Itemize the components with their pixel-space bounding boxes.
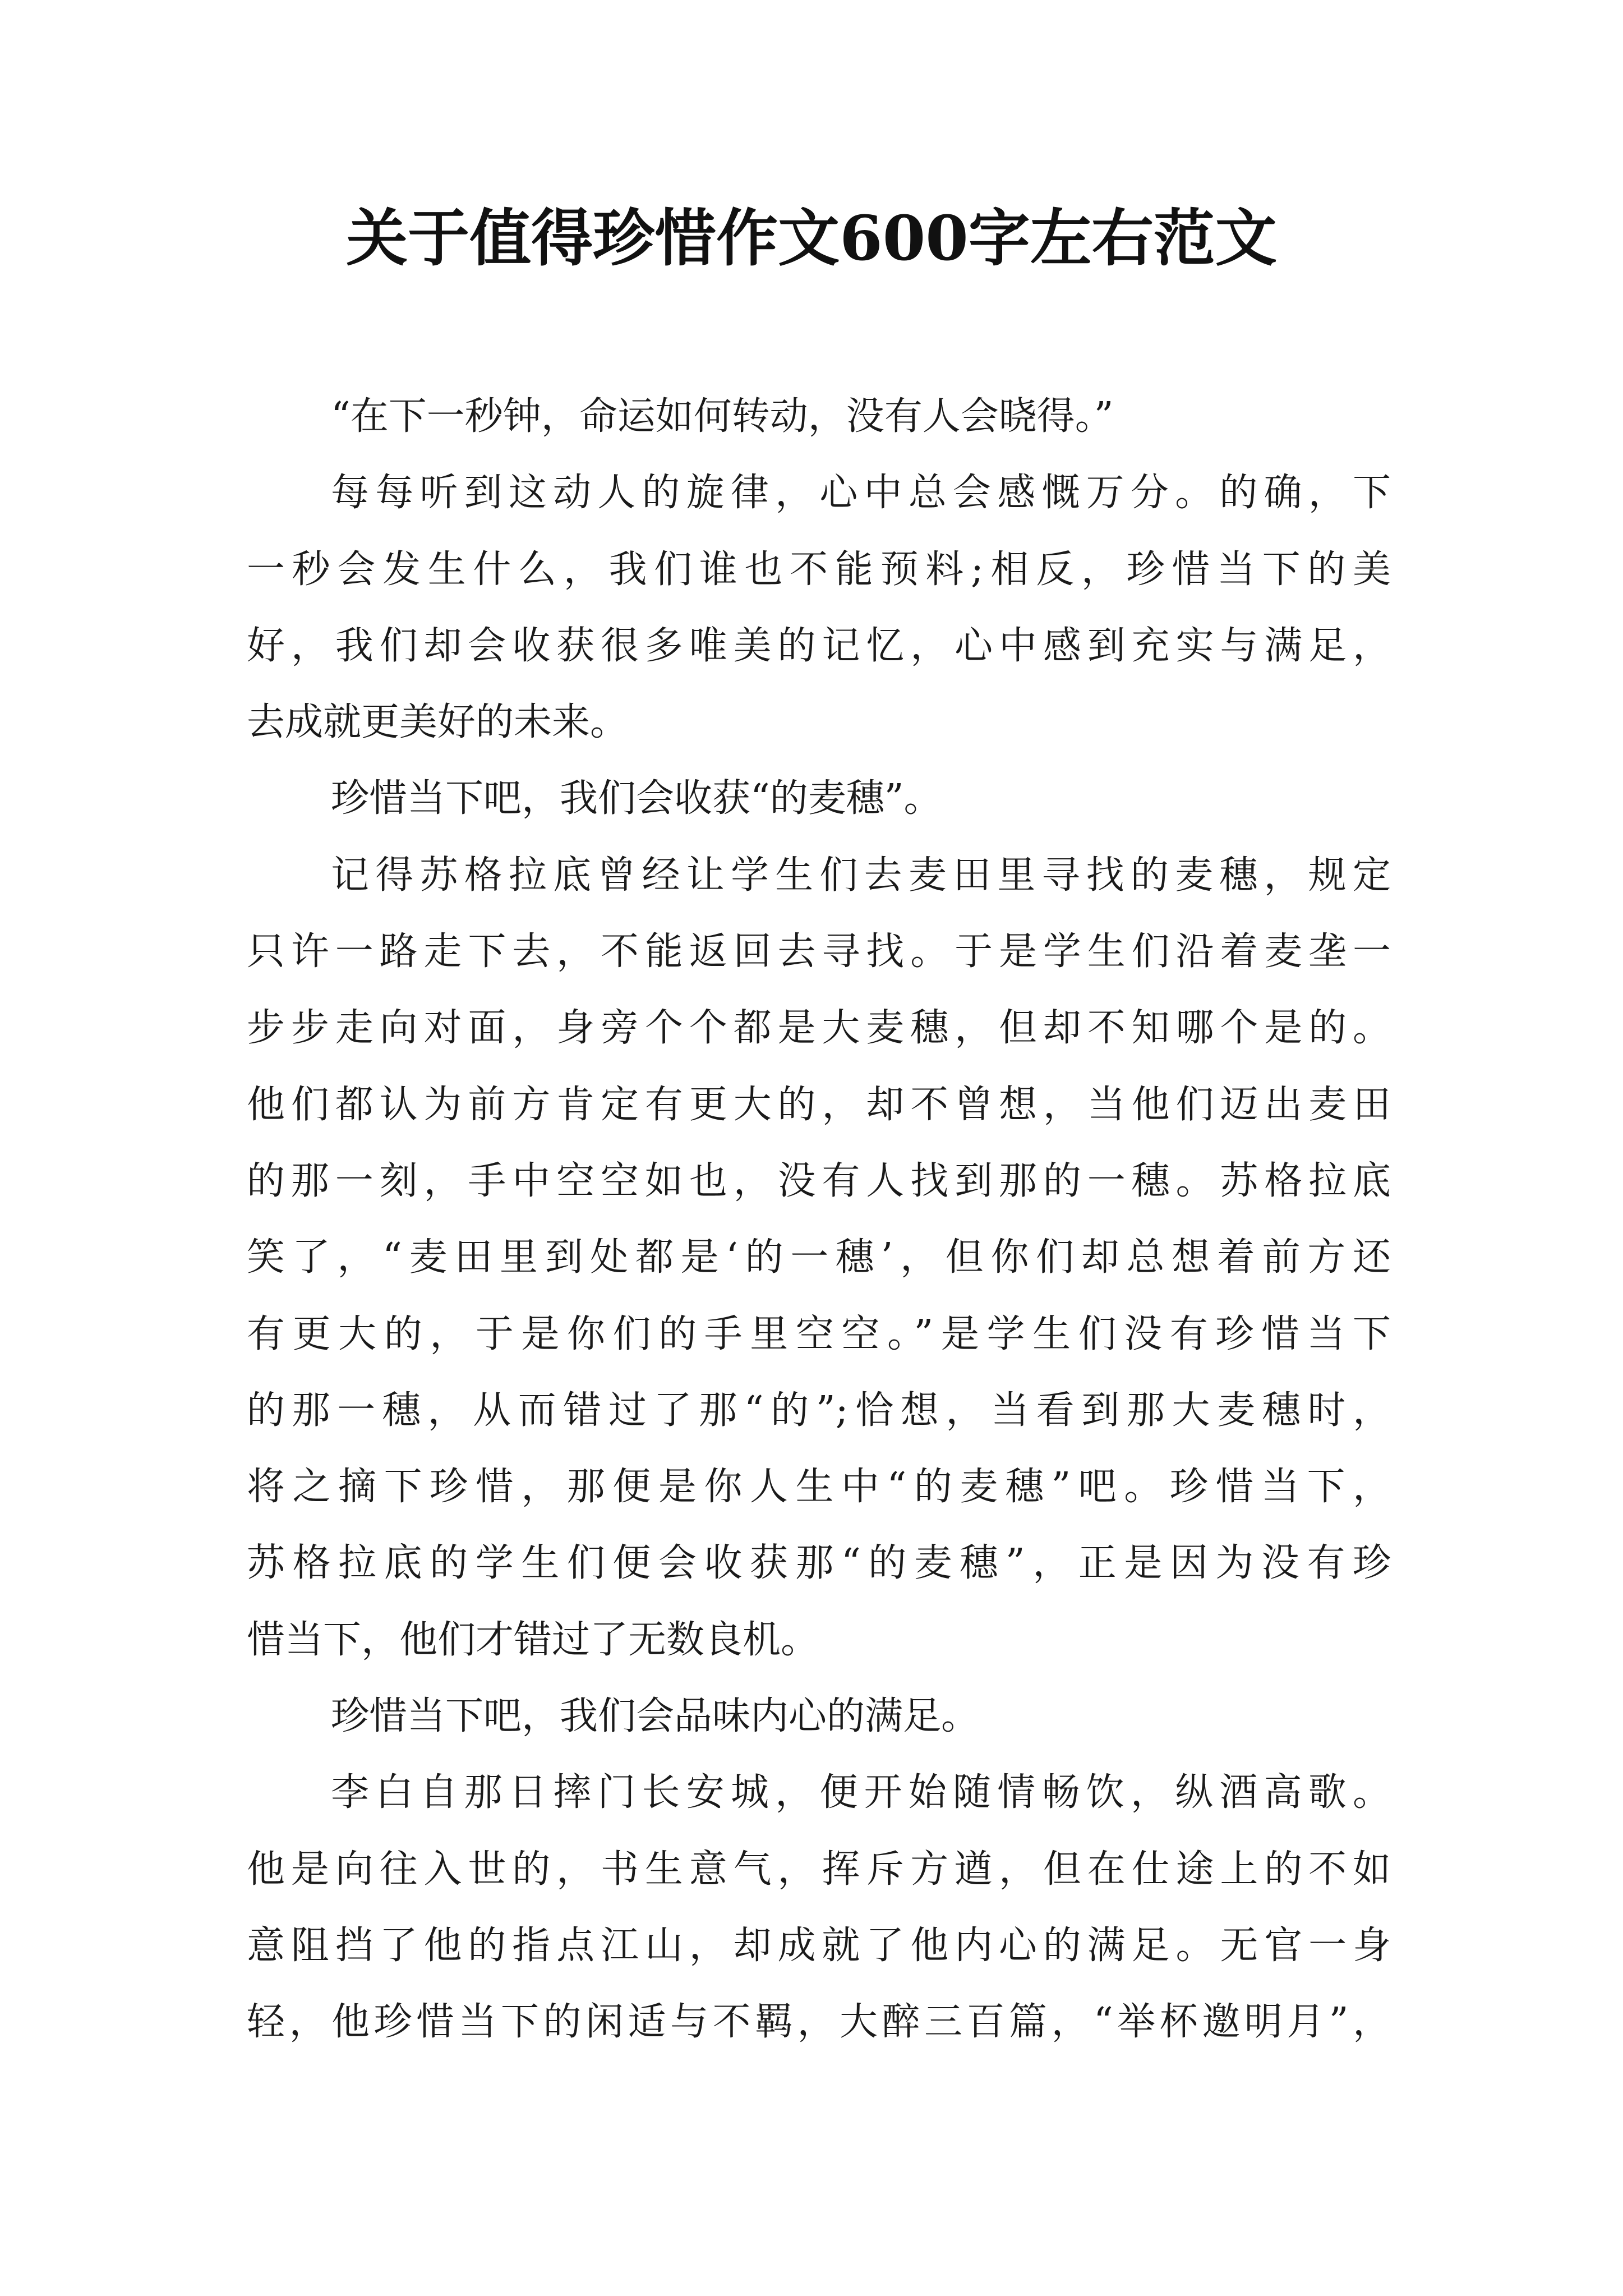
text-line: 去成就更美好的未来。 xyxy=(247,700,629,745)
text-line: 将之摘下珍惜，那便是你人生中“的麦穗”吧。珍惜当下， xyxy=(247,1465,1391,1510)
text-line: 意阻挡了他的指点江山，却成就了他内心的满足。无官一身 xyxy=(247,1923,1391,1968)
text-line: 好，我们却会收获很多唯美的记忆，心中感到充实与满足， xyxy=(247,623,1391,668)
text-line: 珍惜当下吧，我们会品味内心的满足。 xyxy=(331,1694,980,1739)
document-body xyxy=(247,379,1391,2061)
text-line: 有更大的，于是你们的手里空空。”是学生们没有珍惜当下 xyxy=(247,1312,1391,1356)
text-line: 李白自那日摔门长安城，便开始随情畅饮，纵酒高歌。 xyxy=(331,1770,1391,1815)
document-title: 关于值得珍惜作文600字左右范文 xyxy=(346,202,1277,274)
text-line: 他是向往入世的，书生意气，挥斥方遒，但在仕途上的不如 xyxy=(247,1847,1391,1892)
text-line: 的那一刻，手中空空如也，没有人找到那的一穗。苏格拉底 xyxy=(247,1158,1391,1203)
text-line: 惜当下，他们才错过了无数良机。 xyxy=(247,1617,819,1662)
text-line: “在下一秒钟，命运如何转动，没有人会晓得。” xyxy=(331,394,1114,439)
text-line: 苏格拉底的学生们便会收获那“的麦穗”，正是因为没有珍 xyxy=(247,1541,1391,1586)
text-line: 每每听到这动人的旋律，心中总会感慨万分。的确，下 xyxy=(331,471,1391,516)
text-line: 一秒会发生什么，我们谁也不能预料;相反，珍惜当下的美 xyxy=(247,547,1391,592)
text-line: 珍惜当下吧，我们会收获“的麦穗”。 xyxy=(331,776,942,821)
text-line: 他们都认为前方肯定有更大的，却不曾想，当他们迈出麦田 xyxy=(247,1082,1391,1127)
text-line: 笑了，“麦田里到处都是‘的一穗’，但你们却总想着前方还 xyxy=(247,1235,1391,1280)
text-line: 步步走向对面，身旁个个都是大麦穗，但却不知哪个是的。 xyxy=(247,1006,1391,1051)
text-line: 的那一穗，从而错过了那“的”;恰想，当看到那大麦穗时， xyxy=(247,1388,1391,1433)
text-line: 记得苏格拉底曾经让学生们去麦田里寻找的麦穗，规定 xyxy=(331,853,1391,898)
text-line: 只许一路走下去，不能返回去寻找。于是学生们沿着麦垄一 xyxy=(247,930,1391,974)
text-line: 轻，他珍惜当下的闲适与不羁，大醉三百篇，“举杯邀明月”， xyxy=(247,2000,1391,2045)
